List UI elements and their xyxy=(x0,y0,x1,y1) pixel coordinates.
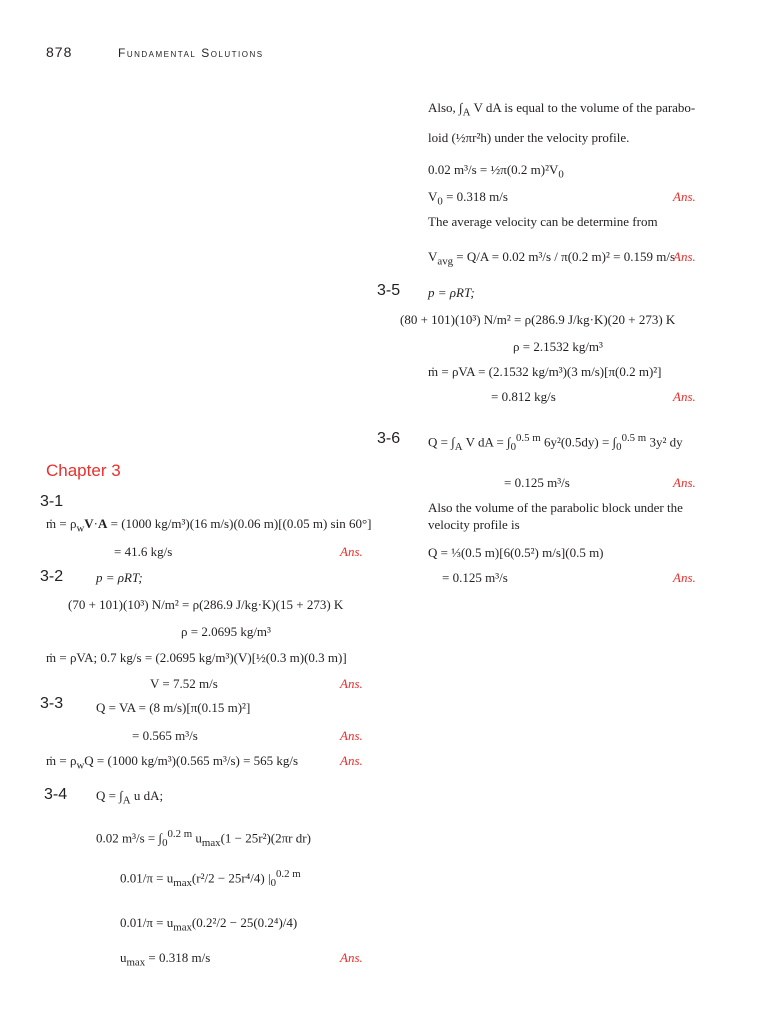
equation: 0.02 m³/s = ½π(0.2 $m)^2V_0$ xyxy=(428,162,564,181)
equation: p = ρRT; xyxy=(428,285,475,300)
equation: ṁ = ρVA; 0.7 kg/s = (2.0695 kg/m³)(V)[½(0.3 m)(0.3 m)] xyxy=(46,650,347,665)
answer-label: Ans. xyxy=(340,544,363,559)
equation: = 0.125 m³/s xyxy=(504,475,570,490)
equation: ρ = 2.1532 kg/m³ xyxy=(513,339,603,354)
answer-label: Ans. xyxy=(340,676,363,691)
equation: = 41.6 kg/s xyxy=(114,544,173,559)
problem-number: 3-5 xyxy=(377,282,401,299)
problem-number: 3-2 xyxy=(40,568,64,585)
answer-label: Ans. xyxy=(340,950,363,965)
equation: Q = ⅓(0.5 m)[6(0.5²) m/s](0.5 m) xyxy=(428,545,604,560)
equation: $V_0 = 0.318$ m/s xyxy=(428,189,508,208)
equation: 0.02 $m^3/s = \int_0^{0.2 m}$ $u_{max}(1 - 25r^2)(2\pi r$ dr) xyxy=(96,828,311,849)
equation: $V_{avg} = Q/A = 0.02$ m³/s / π(0.2 m)² = 0.159 m/s xyxy=(428,249,676,268)
equation: $u_{max} = 0.318$ m/s xyxy=(120,950,211,969)
problem-number: 3-4 xyxy=(44,786,68,803)
equation: V = 7.52 m/s xyxy=(150,676,218,691)
running-header: Fundamental Solutions xyxy=(118,46,264,60)
problem-number: 3-3 xyxy=(40,695,64,712)
equation: = 0.565 m³/s xyxy=(132,728,198,743)
answer-label: Ans. xyxy=(673,189,696,204)
equation: ṁ = $\rho_wQ = (1000$ kg/m³)(0.565 m³/s) = 565 kg/s xyxy=(46,753,299,772)
equation: ρ = 2.0695 kg/m³ xyxy=(181,624,271,639)
text-line: The average velocity can be determine from xyxy=(428,214,658,229)
text-line: loid (½πr²h) under the velocity profile. xyxy=(428,130,630,145)
equation: (80 + 101)(10³) N/m² = ρ(286.9 J/kg·K)(20 + 273) K xyxy=(400,312,676,327)
equation: ṁ = $\rho_wV\cdot A = (1000$ kg/m³)(16 m/s)(0.06 m)[(0.05 m) sin 60°] xyxy=(46,516,372,535)
equation: (70 + 101)(10³) N/m² = ρ(286.9 J/kg·K)(15 + 273) K xyxy=(68,597,344,612)
text-line: velocity profile is xyxy=(428,517,520,532)
problem-number: 3-1 xyxy=(40,493,64,510)
answer-label: Ans. xyxy=(340,728,363,743)
equation: Q = VA = (8 m/s)[π(0.15 m)²] xyxy=(96,700,251,715)
chapter-heading: Chapter 3 xyxy=(46,461,121,480)
equation: p = ρRT; xyxy=(96,570,143,585)
equation: $0.01/\pi = u_{max}(r^2/2 - 25r^4/4)$ $|_0^{0.2 m}$ xyxy=(120,868,301,889)
answer-label: Ans. xyxy=(673,475,696,490)
equation: $0.01/\pi = u_{max}(0.2^2/2 - 25(0.2^4)/4)$ xyxy=(120,915,298,934)
equation: = 0.125 m³/s xyxy=(442,570,508,585)
equation: = 0.812 kg/s xyxy=(491,389,556,404)
answer-label: Ans. xyxy=(673,249,696,264)
equation: ṁ = ρVA = (2.1532 kg/m³)(3 m/s)[π(0.2 m)²] xyxy=(428,364,662,379)
answer-label: Ans. xyxy=(340,753,363,768)
answer-label: Ans. xyxy=(673,389,696,404)
problem-number: 3-6 xyxy=(377,430,401,447)
equation: $Q = \int_A$ V dA = $\int_0^{0.5 m}$ $6y^2(0.5dy) = \int_0^{0.5 m}$ 3y² dy xyxy=(428,432,683,453)
text-line: Also the volume of the parabolic block under the xyxy=(428,500,683,515)
equation: $Q = \int_A$ u dA; xyxy=(96,788,164,807)
answer-label: Ans. xyxy=(673,570,696,585)
page-number: 878 xyxy=(46,44,73,60)
text-line: Also, $\int_A$ V dA is equal to the volume of the parabo- xyxy=(428,100,696,119)
